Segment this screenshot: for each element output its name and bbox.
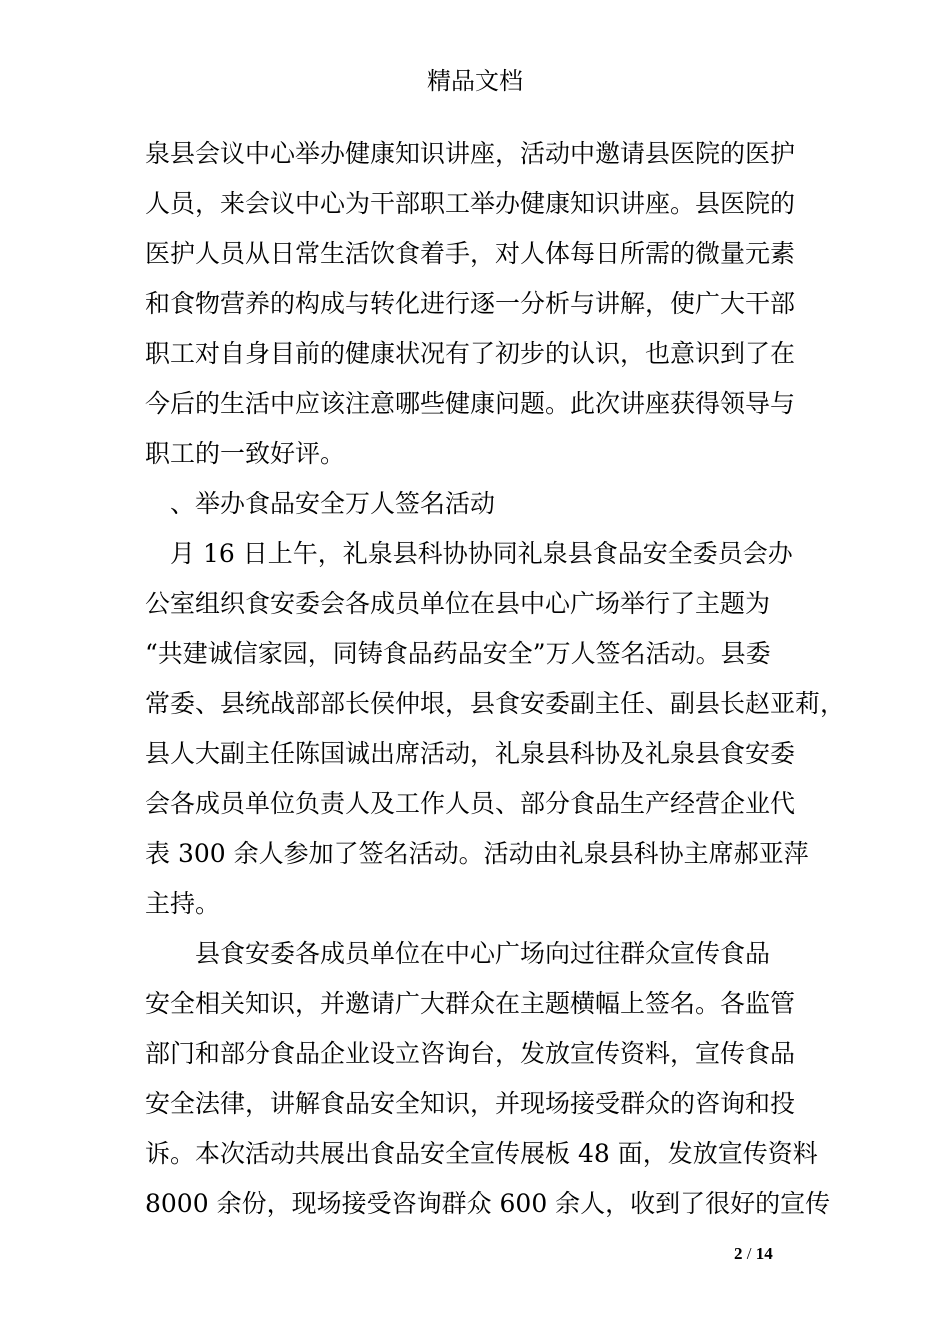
paragraph-line: 公室组织食安委会各成员单位在县中心广场举行了主题为 [145, 589, 771, 618]
paragraph-line: 人员，来会议中心为干部职工举办健康知识讲座。县医院的 [145, 189, 796, 218]
paragraph-line: “共建诚信家园，同铸食品药品安全”万人签名活动。县委 [145, 639, 771, 668]
paragraph-line: 泉县会议中心举办健康知识讲座，活动中邀请县医院的医护 [145, 139, 796, 168]
section-heading: 、举办食品安全万人签名活动 [170, 489, 496, 518]
paragraph-line: 主持。 [145, 889, 221, 918]
paragraph-line: 8000 余份，现场接受咨询群众 600 余人，收到了很好的宣传 [145, 1189, 831, 1218]
paragraph-line: 诉。本次活动共展出食品安全宣传展板 48 面，发放宣传资料 [145, 1139, 818, 1168]
page-header-title: 精品文档 [427, 67, 523, 95]
page-separator: / [742, 1244, 756, 1263]
paragraph-line: 职工对自身目前的健康状况有了初步的认识，也意识到了在 [145, 339, 796, 368]
paragraph-line: 县人大副主任陈国诚出席活动，礼泉县科协及礼泉县食安委 [145, 739, 796, 768]
paragraph-line: 安全相关知识，并邀请广大群众在主题横幅上签名。各监管 [145, 989, 796, 1018]
paragraph-line: 职工的一致好评。 [145, 439, 346, 468]
page-total: 14 [755, 1244, 773, 1263]
paragraph-line: 会各成员单位负责人及工作人员、部分食品生产经营企业代 [145, 789, 796, 818]
paragraph-line: 部门和部分食品企业设立咨询台，发放宣传资料，宣传食品 [145, 1039, 796, 1068]
page-current: 2 [734, 1244, 743, 1263]
paragraph-line: 常委、县统战部部长侯仲垠，县食安委副主任、副县长赵亚莉， [145, 689, 846, 718]
paragraph-line: 县食安委各成员单位在中心广场向过往群众宣传食品 [195, 939, 771, 968]
paragraph-line: 表 300 余人参加了签名活动。活动由礼泉县科协主席郝亚萍 [145, 839, 809, 868]
paragraph-line: 安全法律，讲解食品安全知识，并现场接受群众的咨询和投 [145, 1089, 796, 1118]
paragraph-line: 和食物营养的构成与转化进行逐一分析与讲解，使广大干部 [145, 289, 796, 318]
paragraph-line: 月 16 日上午，礼泉县科协协同礼泉县食品安全委员会办 [170, 539, 793, 568]
paragraph-line: 今后的生活中应该注意哪些健康问题。此次讲座获得领导与 [145, 389, 796, 418]
page-number [734, 1243, 773, 1265]
paragraph-line: 医护人员从日常生活饮食着手，对人体每日所需的微量元素 [145, 239, 796, 268]
